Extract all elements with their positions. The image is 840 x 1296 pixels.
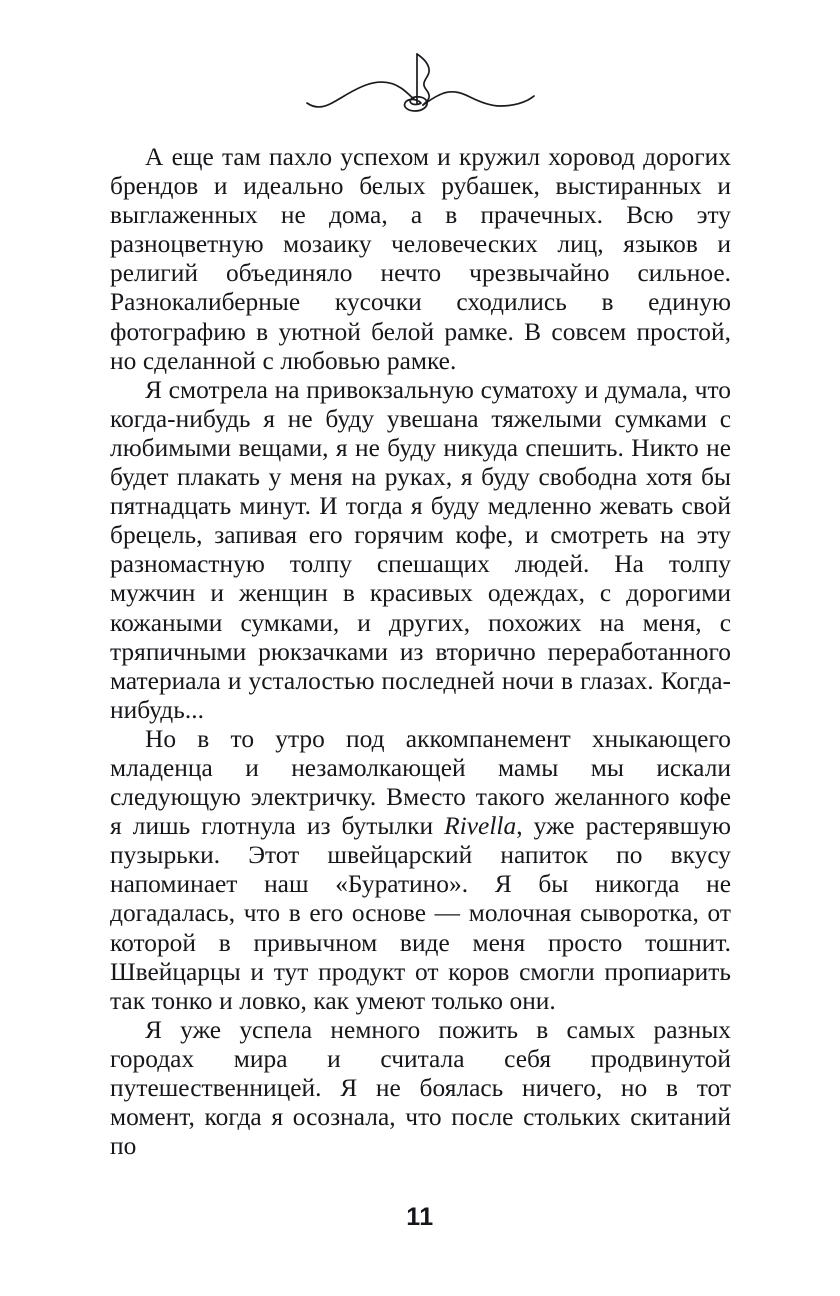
paragraph-3 (110, 725, 731, 1016)
body-text-column (110, 143, 731, 1161)
paragraph-2: Я смотрела на привокзальную суматоху и думала, что когда-нибудь я не буду увешана тяжелыми сумками с любимыми вещами, я не буду никуда спешить. Никто не будет плакать у меня на руках, я буду свободна хотя бы пятнадцать минут. И тогда я буду медленно жевать свой брецель, запивая его горячим кофе, и смотреть на эту разномастную толпу спешащих людей. На толпу мужчин и женщин в красивых одеждах, с дорогими кожаными сумками, и других, похожих на меня, с тряпичными рюкзачками из вторично переработанного материала и усталостью последней ночи в глазах. Когда-нибудь... (110, 375, 731, 724)
brand-name-rivella: Rivella (444, 812, 517, 841)
paragraph-3-prefix: Но в то утро под аккомпанемент хныкающего младенца и незамолкающей мамы мы искали следующую электричку. Вместо такого желанного кофе я лишь глотнула из бутылки (110, 724, 731, 841)
paragraph-3-suffix: , уже растерявшую пузырьки. Этот швейцарский напиток по вкусу напоминает наш «Буратино». Я бы никогда не догадалась, что в его основе — молочная сыворотка, от которой в привычном виде меня просто тошнит. Швейцарцы и тут продукт от коров смогли пропиарить так тонко и ловко, как умеют только они. (110, 812, 731, 1015)
wavy-line-with-note-flourish-icon (304, 52, 536, 114)
ornament-divider (0, 46, 840, 120)
paragraph-4: Я уже успела немного пожить в самых разных городах мира и считала себя продвинутой путешественницей. Я не боялась ничего, но в тот момент, когда я осознала, что после стольких скитаний по (110, 1015, 731, 1161)
paragraph-1: А еще там пахло успехом и кружил хоровод дорогих брендов и идеально белых рубашек, выстиранных и выглаженных не дома, а в прачечных. Всю эту разноцветную мозаику человеческих лиц, языков и религий объединяло нечто чрезвычайно сильное. Разнокалиберные кусочки сходились в единую фотографию в уютной белой рамке. В совсем простой, но сделанной с любовью рамке. (110, 143, 731, 375)
page-number: 11 (406, 1203, 434, 1231)
